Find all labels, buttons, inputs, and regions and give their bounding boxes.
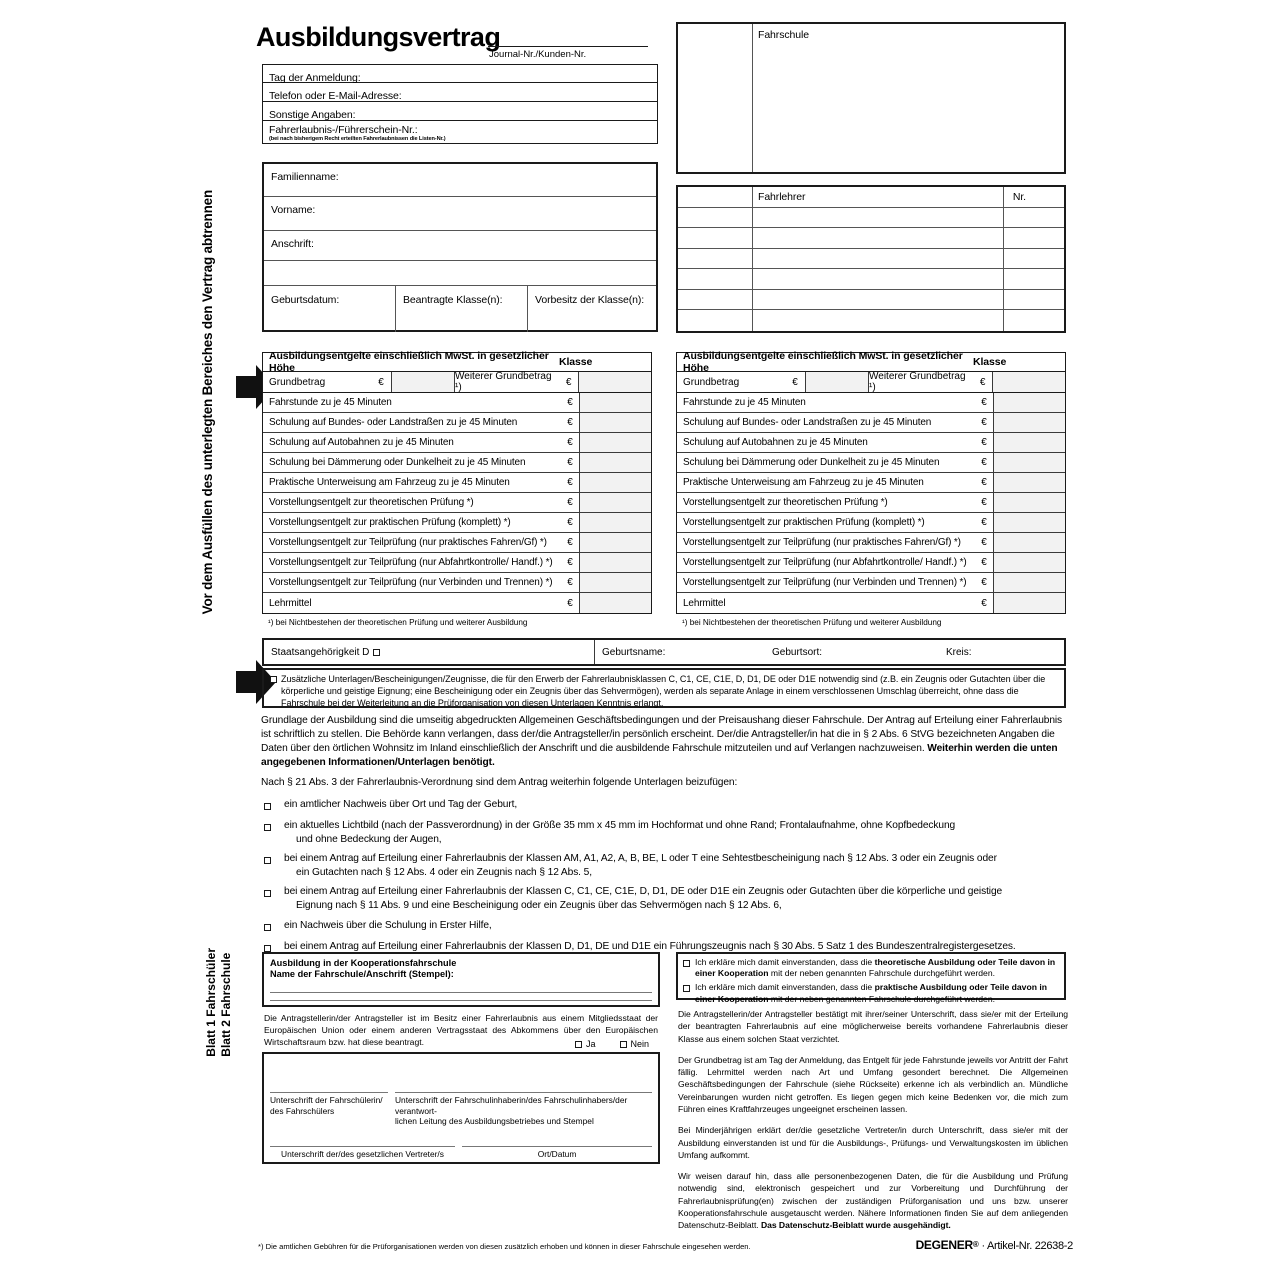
consent-practical[interactable]	[678, 979, 1064, 1004]
field-kreis[interactable]	[946, 647, 972, 658]
right-paragraph-2: Der Grundbetrag ist am Tag der Anmeldung, das Entgelt für jede Fahrstunde jeweils vor Antritt der Fahrt fällig. Lehrmittel werden nach Art und Umfang gesondert berechnet. Die Allgemeinen Geschäftsbedingungen der Fahrschule (siehe Rückseite) erkenne ich als verbindlich an. Mündliche Vereinbarungen wurden nicht getroffen. Es liegen gegen mich keine Bedenken vor, die mich zum Führen eines Kraftfahrzeuges ungeeignet erscheinen lassen.	[678, 1054, 1068, 1114]
price-value-field[interactable]	[579, 433, 651, 452]
additional-documents-box	[262, 668, 1066, 708]
list-item-label: bei einem Antrag auf Erteilung einer Fahrerlaubnis der Klassen AM, A1, A2, A, B, BE, L oder T eine Sehtestbescheinigung nach § 12 Abs. 3 oder ein Zeugnis oder	[284, 853, 997, 865]
currency-symbol: €	[567, 417, 573, 428]
legal-prose	[261, 714, 1071, 794]
field-label: Anschrift:	[271, 238, 314, 250]
currency-symbol: €	[981, 517, 987, 528]
consent-pre: Ich erkläre mich damit einverstanden, dass die	[695, 957, 875, 967]
row-grundbetrag	[263, 372, 651, 393]
price-row-label: Lehrmittel	[683, 597, 726, 609]
personal-data-block	[262, 162, 658, 332]
field-fahrerlaubnis-nr[interactable]	[262, 120, 658, 144]
caption-line-2: des Fahrschülers	[270, 1105, 335, 1116]
price-row	[263, 433, 651, 453]
sheet-label-2: Blatt 2 Fahrschule	[219, 952, 233, 1057]
checkbox-icon[interactable]	[264, 803, 271, 810]
currency-symbol: €	[981, 437, 987, 448]
price-value-field[interactable]	[579, 553, 651, 572]
price-row-label: Lehrmittel	[269, 597, 312, 609]
caption-line-1: Unterschrift der Fahrschülerin/	[270, 1095, 383, 1105]
price-row-label: Vorstellungsentgelt zur praktischen Prüfung (komplett) *)	[683, 517, 925, 528]
price-value-field[interactable]	[993, 393, 1065, 412]
price-row-label: Vorstellungsentgelt zur theoretischen Prüfung *)	[683, 497, 888, 508]
price-row	[677, 593, 1065, 613]
list-item[interactable]	[264, 852, 1072, 880]
journal-nr-label: Journal-Nr./Kunden-Nr.	[489, 49, 587, 60]
field-beantragte-klassen[interactable]	[395, 286, 527, 332]
currency-symbol: €	[567, 517, 573, 528]
registered-trademark-icon: ®	[972, 1240, 979, 1249]
checkbox-icon[interactable]	[575, 1041, 582, 1048]
instructor-table	[676, 185, 1066, 333]
currency-symbol: €	[981, 597, 987, 609]
price-row	[677, 453, 1065, 473]
checkbox-icon[interactable]	[683, 985, 690, 992]
currency-symbol: €	[981, 537, 987, 548]
brand-name: DEGENER	[915, 1238, 973, 1252]
grundbetrag-label: Grundbetrag	[269, 376, 326, 388]
field-label: Fahrerlaubnis-/Führerschein-Nr.:	[269, 124, 418, 136]
divider	[752, 24, 753, 172]
list-item-label: ein amtlicher Nachweis über Ort und Tag der Geburt,	[284, 799, 518, 810]
list-item[interactable]	[264, 798, 1072, 814]
price-row	[263, 493, 651, 513]
signature-caption-owner	[395, 1095, 652, 1127]
price-row	[677, 513, 1065, 533]
eu-licence-text: Die Antragstellerin/der Antragsteller ist im Besitz einer Fahrerlaubnis aus einem Mitgliedsstaat der Europäischen Union oder einem anderen Vertragsstaat des Abkommens über den Europäischen Wirtschaftsraum bzw. hat diese beantragt.	[264, 1013, 658, 1048]
list-item-label: bei einem Antrag auf Erteilung einer Fahrerlaubnis der Klassen D, D1, DE und D1E ein Führungszeugnis nach § 30 Abs. 5 Satz 1 des Bundeszentralregistergesetzes.	[284, 940, 1016, 952]
cooperation-title: Ausbildung in der Kooperationsfahrschule	[270, 958, 457, 968]
grundbetrag-label: Grundbetrag	[683, 376, 740, 388]
currency-symbol: €	[567, 397, 573, 408]
checkbox-icon[interactable]	[270, 676, 277, 683]
consent-strong: praktische Ausbildung oder Teile davon in einer Kooperation	[695, 982, 1047, 1004]
consent-post: mit der neben genannten Fahrschule durchgeführt werden.	[768, 968, 995, 979]
price-row-label: Schulung auf Autobahnen zu je 45 Minuten	[269, 437, 454, 448]
footer-brand	[916, 1238, 1073, 1252]
currency-symbol: €	[567, 457, 573, 468]
currency-symbol: €	[567, 537, 573, 548]
cooperation-school-box[interactable]	[262, 952, 660, 1007]
instructor-nr-header: Nr.	[1012, 191, 1026, 203]
table-row[interactable]	[678, 249, 1064, 270]
checkbox-icon[interactable]	[264, 824, 271, 831]
price-value-field[interactable]	[993, 533, 1065, 552]
price-table-left-footnote: ¹) bei Nichtbestehen der theoretischen Prüfung und weiterer Ausbildung	[268, 618, 528, 627]
currency-symbol: €	[981, 457, 987, 468]
price-row	[263, 573, 651, 593]
field-label: Geburtsort:	[772, 647, 823, 658]
caption-line-1: Unterschrift der Fahrschulinhaberin/des Fahrschulinhabers/der verantwort-	[395, 1095, 628, 1116]
price-row	[677, 533, 1065, 553]
currency-symbol: €	[981, 417, 987, 428]
price-row	[677, 573, 1065, 593]
price-header-class: Klasse	[559, 355, 593, 368]
checkbox-icon[interactable]	[264, 857, 271, 864]
price-row-label: Schulung auf Autobahnen zu je 45 Minuten	[683, 437, 868, 448]
right-legal-text	[678, 1008, 1068, 1241]
price-row-label: Vorstellungsentgelt zur Teilprüfung (nur Verbinden und Trennen) *)	[683, 577, 967, 588]
price-value-field[interactable]	[993, 573, 1065, 592]
signature-caption-guardian: Unterschrift der/des gesetzlichen Vertreter/s	[281, 1149, 444, 1159]
currency-symbol: €	[981, 577, 987, 588]
instructor-name-header: Fahrlehrer	[758, 191, 806, 203]
currency-symbol: €	[378, 376, 384, 388]
row-grundbetrag	[677, 372, 1065, 393]
price-table-right-footnote: ¹) bei Nichtbestehen der theoretischen Prüfung und weiterer Ausbildung	[682, 618, 942, 627]
price-table-header	[677, 349, 1065, 374]
field-vorbesitz-klassen[interactable]	[527, 286, 656, 332]
price-table-left	[262, 349, 652, 614]
price-header-title: Ausbildungsentgelte einschließlich MwSt. in gesetzlicher Höhe	[269, 349, 549, 374]
weiterer-grundbetrag-value-field[interactable]	[992, 372, 1065, 392]
signature-line-place-date[interactable]	[462, 1146, 652, 1147]
field-familienname[interactable]	[264, 164, 656, 197]
checkbox-icon[interactable]	[620, 1041, 627, 1048]
price-row-label: Schulung auf Bundes- oder Landstraßen zu je 45 Minuten	[269, 417, 518, 428]
checkbox-icon[interactable]	[373, 649, 380, 656]
price-row-label: Schulung bei Dämmerung oder Dunkelheit zu je 45 Minuten	[683, 457, 940, 468]
currency-symbol: €	[565, 376, 572, 388]
price-value-field[interactable]	[993, 493, 1065, 512]
cooperation-caption	[270, 958, 456, 980]
checkbox-icon[interactable]	[264, 924, 271, 931]
currency-symbol: €	[567, 597, 573, 609]
price-row-label: Fahrstunde zu je 45 Minuten	[683, 397, 806, 408]
prose-paragraph-1	[261, 714, 1071, 770]
right-paragraph-1: Die Antragstellerin/der Antragsteller bestätigt mit ihrer/seiner Unterschrift, dass sie/er mit der Erteilung der beantragten Fahrerlaubnis auf eine möglicherweise bereits vorhandene Fahrerlaubnis dieser Klasse aus einem solchen Staat verzichtet.	[678, 1009, 1068, 1044]
price-header-class: Klasse	[973, 355, 1007, 368]
field-label: Beantragte Klasse(n):	[403, 294, 503, 306]
price-row	[263, 453, 651, 473]
currency-symbol: €	[567, 437, 573, 448]
right-text-normal: Wir weisen darauf hin, dass alle personenbezogenen Daten, die für die Ausbildung und Prüfung notwendig sind, elektronisch gespeichert und zur Vorbereitung und Durchführung der Fahrerlaubnisprüfung(en) zwischen der zuständigen Prüforganisation und uns bzw. unserer Kooperationsfahrschule ausgetauscht werden. Nähere Informationen finden Sie auf dem anliegenden Datenschutz-Beiblatt.	[678, 1171, 1068, 1231]
table-row[interactable]	[678, 208, 1064, 229]
price-row-label: Praktische Unterweisung am Fahrzeug zu je 45 Minuten	[269, 477, 510, 488]
nationality-row	[262, 638, 1066, 666]
option-nein[interactable]	[620, 1039, 650, 1049]
footer-note: *) Die amtlichen Gebühren für die Prüforganisationen werden von diesen zusätzlich erhoben und können in dieser Fahrschule eingesehen werden.	[258, 1242, 751, 1251]
right-paragraph-4	[678, 1170, 1068, 1231]
price-value-field[interactable]	[993, 513, 1065, 532]
price-value-field[interactable]	[579, 393, 651, 412]
price-row	[677, 433, 1065, 453]
price-row	[677, 413, 1065, 433]
checkbox-icon[interactable]	[683, 960, 690, 967]
grundbetrag-value-field[interactable]	[805, 372, 869, 392]
list-item-label: ein Nachweis über die Schulung in Erster Hilfe,	[284, 919, 492, 931]
signature-caption-student	[270, 1095, 383, 1116]
checkbox-icon[interactable]	[264, 890, 271, 897]
option-label: Nein	[630, 1039, 650, 1049]
price-row-label: Vorstellungsentgelt zur Teilprüfung (nur Verbinden und Trennen) *)	[269, 577, 553, 588]
price-row	[263, 513, 651, 533]
eu-licence-options	[575, 1039, 649, 1049]
weiterer-grundbetrag-label: Weiterer Grundbetrag ¹)	[869, 371, 966, 393]
grundbetrag-value-field[interactable]	[391, 372, 455, 392]
sheet-labels	[204, 948, 233, 1057]
field-label: Geburtsdatum:	[271, 294, 340, 306]
price-value-field[interactable]	[993, 473, 1065, 492]
field-staatsangehoerigkeit[interactable]	[271, 647, 380, 658]
list-item-label-cont: und ohne Bedeckung der Augen,	[296, 834, 442, 846]
table-row[interactable]	[678, 310, 1064, 331]
price-row	[677, 553, 1065, 573]
consent-theoretical[interactable]	[678, 954, 1064, 979]
right-paragraph-3: Bei Minderjährigen erklärt der/die gesetzliche Vertreter/in durch Unterschrift, dass sie/er mit der Ausbildung einverstanden ist und für die Ausbildungs-, Prüfungs- und Verwaltungskosten im üblichen Umfang aufkommt.	[678, 1125, 1068, 1160]
required-documents-list	[264, 798, 1072, 961]
currency-symbol: €	[567, 557, 573, 568]
caption-line-2: lichen Leitung des Ausbildungsbetriebes und Stempel	[395, 1116, 594, 1126]
price-value-field[interactable]	[579, 453, 651, 472]
list-item-label: ein aktuelles Lichtbild (nach der Passverordnung) in der Größe 35 mm x 45 mm im Hochformat und ohne Rand; Frontalaufnahme, ohne Kopfbedeckung	[284, 820, 956, 832]
price-value-field[interactable]	[579, 573, 651, 592]
price-row-label: Vorstellungsentgelt zur theoretischen Prüfung *)	[269, 497, 474, 508]
field-anschrift-line2[interactable]	[264, 261, 656, 286]
additional-documents-text: Zusätzliche Unterlagen/Bescheinigungen/Zeugnisse, die für den Erwerb der Fahrerlaubnisklassen C, C1, CE, C1E, D, D1, DE oder D1E notwendig sind (z.B. ein Zeugnis oder Gutachten über die körperliche und geistige Eignung; eine Bescheinigung oder ein Zeugnis über das Sehvermögen), werden als separate Anlage in einem verschlossenen Umschlag überreicht, ohne dass die Fahrschule bei der Weiterleitung an die Prüforganisation von diesen Unterlagen Kenntnis erlangt.	[281, 674, 1046, 708]
field-vorname[interactable]	[264, 197, 656, 231]
cooperation-write-line-2[interactable]	[270, 1000, 652, 1001]
cooperation-consent-box	[676, 952, 1066, 1004]
checkbox-icon[interactable]	[264, 945, 271, 952]
right-text-bold: Das Datenschutz-Beiblatt wurde ausgehändigt.	[760, 1220, 951, 1231]
price-value-field[interactable]	[993, 433, 1065, 452]
field-geburtsdatum[interactable]	[264, 286, 395, 332]
price-row	[677, 393, 1065, 413]
price-row-label: Fahrstunde zu je 45 Minuten	[269, 397, 392, 408]
price-value-field[interactable]	[993, 453, 1065, 472]
table-row[interactable]	[678, 228, 1064, 249]
price-row-label: Vorstellungsentgelt zur praktischen Prüfung (komplett) *)	[269, 517, 511, 528]
weiterer-grundbetrag-label: Weiterer Grundbetrag ¹)	[455, 371, 552, 393]
currency-symbol: €	[981, 557, 987, 568]
journal-nr-input[interactable]	[488, 46, 648, 47]
signature-box	[262, 1052, 660, 1164]
birth-and-class-row	[264, 286, 656, 332]
currency-symbol: €	[567, 497, 573, 508]
field-label: Sonstige Angaben:	[269, 109, 356, 121]
price-table-right	[676, 349, 1066, 614]
field-anschrift[interactable]	[264, 231, 656, 261]
article-number: · Artikel-Nr. 22638-2	[981, 1240, 1073, 1252]
price-value-field[interactable]	[579, 513, 651, 532]
prose-text-normal: Grundlage der Ausbildung sind die umseitig abgedruckten Allgemeinen Geschäftsbedingungen und der Preisaushang dieser Fahrschule. Der Antrag auf Erteilung einer Fahrerlaubnis ist schriftlich zu stellen. Die Behörde kann verlangen, dass der/die Antragsteller/in persönlich erscheint. Der/die Antragsteller/in hat die in § 2 Abs. 6 StVG bezeichneten Angaben die Daten über den örtlichen Wohnsitz im Inland einschließlich der Anschrift und die ausbildende Fahrschule mitzuteilen und auf Verlangen nachzuweisen.	[261, 715, 1063, 755]
price-row-label: Vorstellungsentgelt zur Teilprüfung (nur Abfahrtkontrolle/ Handf.) *)	[683, 557, 967, 568]
cooperation-subtitle: Name der Fahrschule/Anschrift (Stempel):	[270, 969, 454, 980]
price-value-field[interactable]	[993, 593, 1065, 613]
field-geburtsname[interactable]	[602, 647, 665, 658]
weiterer-grundbetrag-value-field[interactable]	[578, 372, 651, 392]
sheet-label-1: Blatt 1 Fahrschüler	[204, 948, 218, 1057]
driving-school-label: Fahrschule	[758, 29, 809, 41]
price-value-field[interactable]	[579, 493, 651, 512]
price-row-label: Schulung auf Bundes- oder Landstraßen zu je 45 Minuten	[683, 417, 932, 428]
field-geburtsort[interactable]	[772, 647, 822, 658]
field-label: Staatsangehörigkeit D	[271, 647, 370, 658]
price-header-title: Ausbildungsentgelte einschließlich MwSt. in gesetzlicher Höhe	[683, 349, 963, 374]
table-row[interactable]	[678, 269, 1064, 290]
price-table-header	[263, 349, 651, 374]
page-title: Ausbildungsvertrag	[256, 22, 501, 52]
currency-symbol: €	[981, 477, 987, 488]
price-row	[263, 553, 651, 573]
price-row-label: Praktische Unterweisung am Fahrzeug zu je 45 Minuten	[683, 477, 924, 488]
registration-fields	[262, 64, 658, 144]
prose-text-bold: Weiterhin werden die unten angegebenen Informationen/Unterlagen benötigt.	[261, 743, 1058, 769]
price-row	[263, 473, 651, 493]
field-label: Vorbesitz der Klasse(n):	[535, 294, 645, 306]
list-item-label-cont: Eignung nach § 11 Abs. 9 und eine Bescheinigung oder ein Zeugnis über das Sehvermögen nach § 12 Abs. 6,	[296, 900, 782, 912]
currency-symbol: €	[567, 477, 573, 488]
consent-pre: Ich erkläre mich damit einverstanden, dass die	[695, 982, 875, 993]
instructor-table-header	[678, 187, 1064, 208]
price-row-label: Vorstellungsentgelt zur Teilprüfung (nur Abfahrtkontrolle/ Handf.) *)	[269, 557, 553, 568]
price-row	[263, 393, 651, 413]
field-label: Tag der Anmeldung:	[269, 72, 361, 84]
signature-line-guardian[interactable]	[270, 1146, 455, 1147]
price-row	[263, 533, 651, 553]
price-row	[263, 593, 651, 613]
field-tag-der-anmeldung[interactable]	[262, 64, 658, 82]
price-value-field[interactable]	[579, 593, 651, 613]
consent-post: mit der neben genannten Fahrschule durchgeführt werden.	[768, 993, 995, 1004]
price-row	[677, 473, 1065, 493]
currency-symbol: €	[981, 397, 987, 408]
currency-symbol: €	[792, 376, 798, 388]
signature-caption-place-date: Ort/Datum	[537, 1149, 577, 1159]
detach-instruction-vertical: Vor dem Ausfüllen des unterlegten Bereiches den Vertrag abtrennen	[200, 190, 215, 615]
list-item[interactable]	[264, 885, 1072, 913]
option-ja[interactable]	[575, 1039, 596, 1049]
table-row[interactable]	[678, 290, 1064, 311]
price-value-field[interactable]	[579, 473, 651, 492]
price-row	[677, 493, 1065, 513]
list-item-label-cont: ein Gutachten nach § 12 Abs. 4 oder ein Zeugnis nach § 12 Abs. 5,	[296, 867, 592, 879]
cooperation-write-line-1[interactable]	[270, 992, 652, 993]
field-hint: (bei nach bisherigem Recht erteilten Fahrerlaubnissen die Listen-Nr.)	[269, 136, 446, 143]
option-label: Ja	[586, 1039, 596, 1049]
prose-paragraph-2: Nach § 21 Abs. 3 der Fahrerlaubnis-Verordnung sind dem Antrag weiterhin folgende Unterlagen beizufügen:	[261, 777, 738, 789]
price-row-label: Schulung bei Dämmerung oder Dunkelheit zu je 45 Minuten	[269, 457, 526, 468]
list-item[interactable]	[264, 819, 1072, 847]
price-value-field[interactable]	[579, 413, 651, 432]
signature-line-student[interactable]	[270, 1092, 388, 1093]
field-label: Kreis:	[946, 647, 972, 658]
currency-symbol: €	[981, 497, 987, 508]
price-value-field[interactable]	[993, 413, 1065, 432]
price-value-field[interactable]	[579, 533, 651, 552]
field-label: Telefon oder E-Mail-Adresse:	[269, 90, 402, 102]
divider	[594, 640, 595, 664]
list-item[interactable]	[264, 919, 1072, 935]
currency-symbol: €	[567, 577, 573, 588]
field-label: Familienname:	[271, 171, 339, 183]
price-row	[263, 413, 651, 433]
consent-strong: theoretische Ausbildung oder Teile davon in einer Kooperation	[695, 957, 1056, 979]
price-row-label: Vorstellungsentgelt zur Teilprüfung (nur praktisches Fahren/Gf) *)	[683, 537, 961, 548]
field-label: Geburtsname:	[602, 647, 666, 658]
driving-school-stamp-box[interactable]	[676, 22, 1066, 174]
signature-line-owner[interactable]	[395, 1092, 652, 1093]
list-item-label: bei einem Antrag auf Erteilung einer Fahrerlaubnis der Klassen C, C1, CE, C1E, D, D1, DE oder D1E ein Zeugnis oder Gutachten über die körperliche und geistige	[284, 886, 1003, 898]
currency-symbol: €	[979, 376, 986, 388]
price-value-field[interactable]	[993, 553, 1065, 572]
price-row-label: Vorstellungsentgelt zur Teilprüfung (nur praktisches Fahren/Gf) *)	[269, 537, 547, 548]
field-label: Vorname:	[271, 204, 316, 216]
